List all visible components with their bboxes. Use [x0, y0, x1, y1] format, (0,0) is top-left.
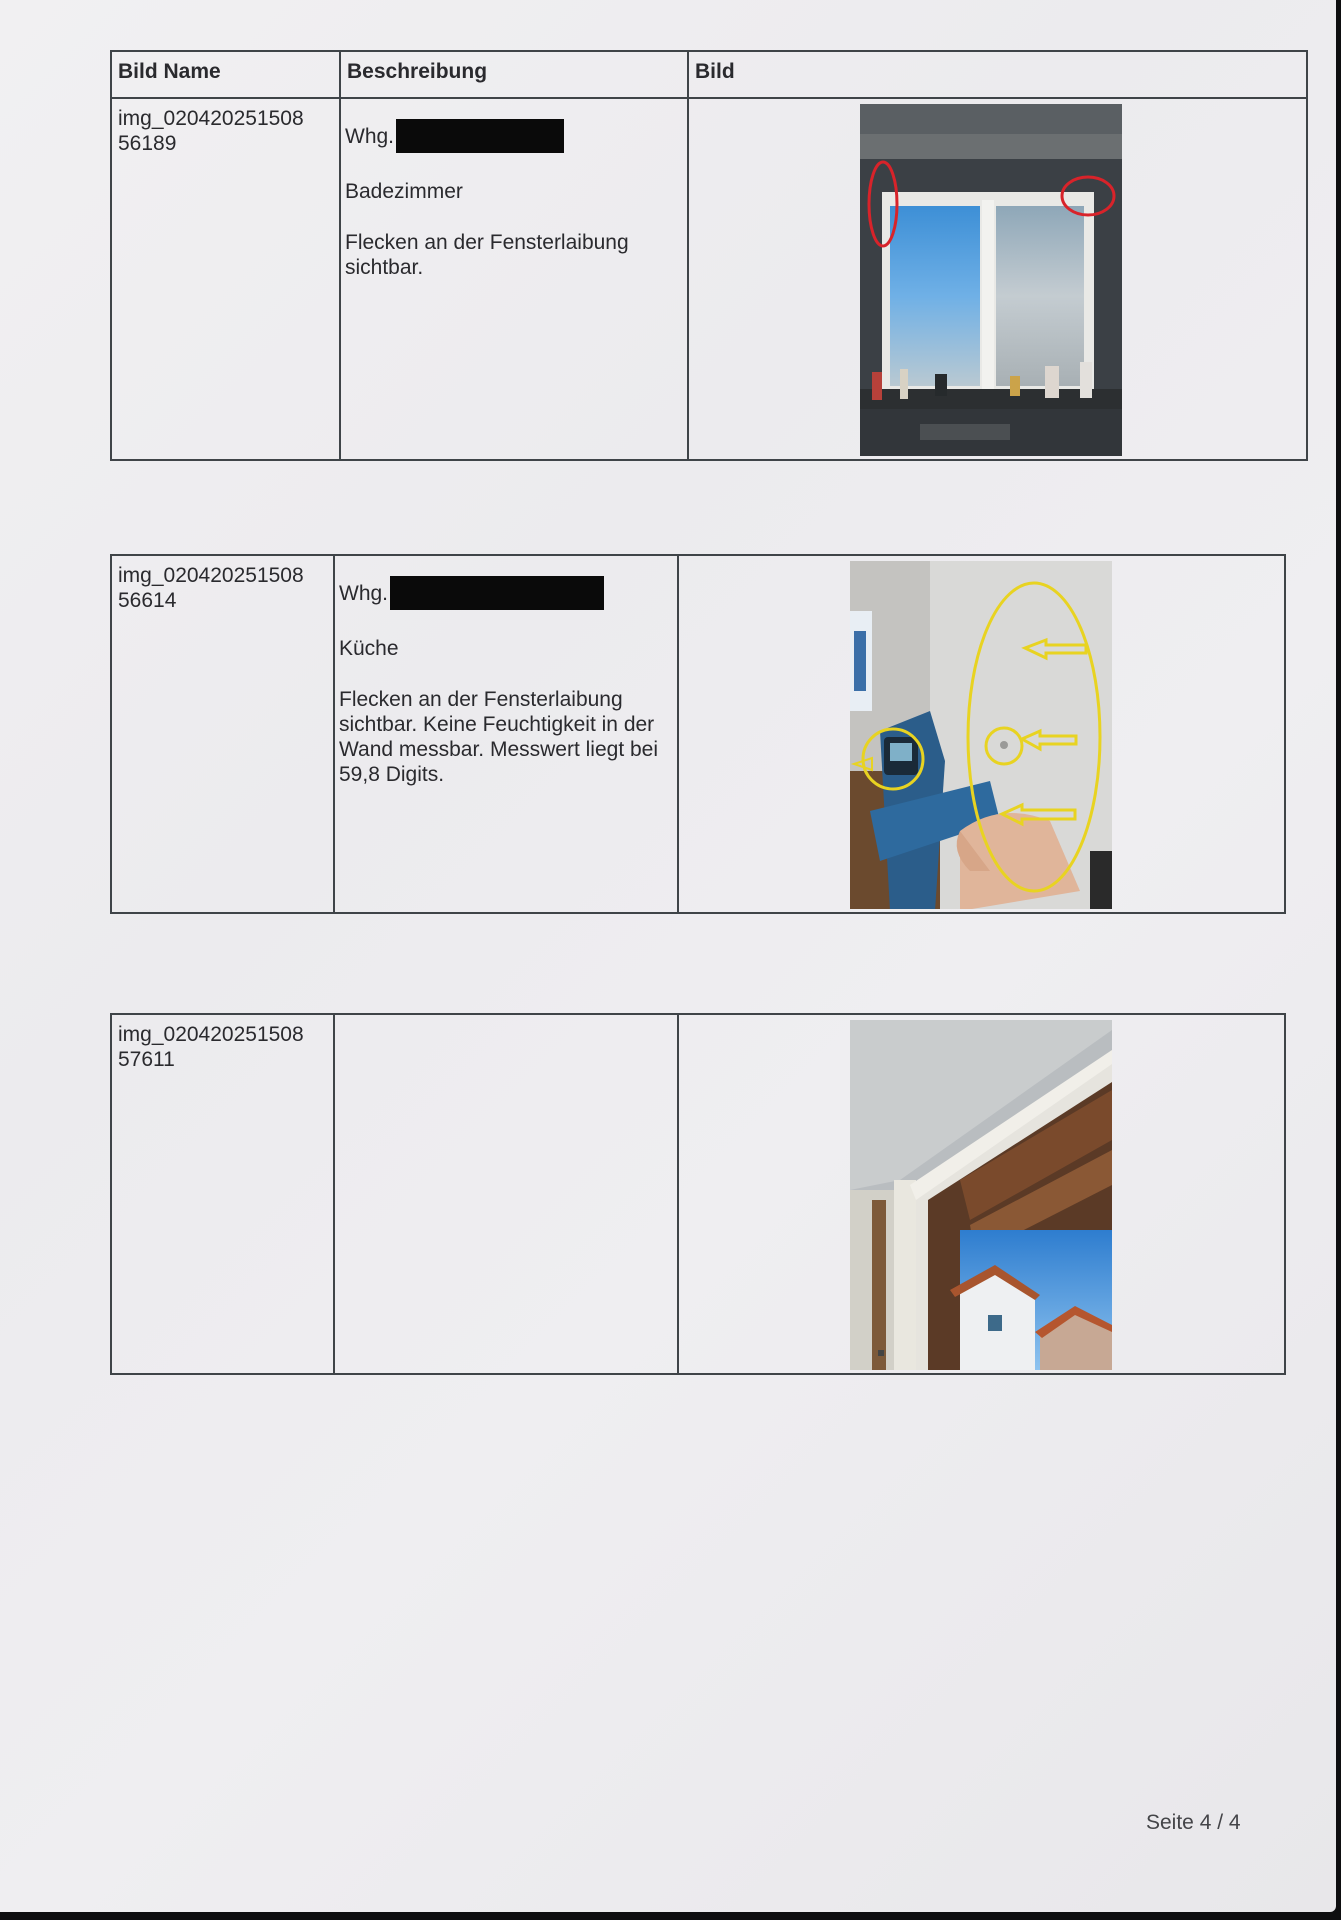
image-name-line-2: 56189 — [118, 132, 177, 155]
image-name-cell — [111, 555, 334, 913]
report-table-1 — [110, 50, 1308, 461]
header-beschreibung: Beschreibung — [340, 51, 688, 98]
header-bild: Bild — [688, 51, 1307, 98]
report-table-2 — [110, 554, 1286, 914]
apartment-label: Whg. — [345, 124, 395, 148]
room-name: Badezimmer — [345, 180, 463, 203]
page-number: Seite 4 / 4 — [1146, 1811, 1241, 1834]
image-name-cell — [111, 98, 340, 460]
apartment-label: Whg. — [339, 581, 389, 605]
image-name-line-2: 56614 — [118, 589, 177, 612]
report-table-3 — [110, 1013, 1286, 1375]
photo-cell — [678, 555, 1285, 913]
table-row — [111, 98, 1307, 460]
balcony-door-photo — [850, 1020, 1112, 1370]
description-cell — [340, 98, 688, 460]
description-cell — [334, 1014, 678, 1374]
image-name-line-1: img_020420251508 — [118, 107, 304, 130]
image-name-line-1: img_020420251508 — [118, 564, 304, 587]
description-text: Flecken an der Fensterlaibung sichtbar. — [345, 231, 629, 279]
table-row — [111, 1014, 1285, 1374]
table-row — [111, 555, 1285, 913]
moisture-meter-photo — [850, 561, 1112, 909]
room-name: Küche — [339, 637, 399, 660]
description-text: Flecken an der Fensterlaibung sichtbar. Keine Feuchtigkeit in der Wand messbar. Messwert liegt bei 59,8 Digits. — [339, 688, 659, 786]
photo-cell — [688, 98, 1307, 460]
image-name-cell — [111, 1014, 334, 1374]
description-cell — [334, 555, 678, 913]
table-header-row — [111, 51, 1307, 98]
apartment-line — [339, 576, 673, 610]
image-name-line-2: 57611 — [118, 1048, 175, 1071]
header-bild-name: Bild Name — [111, 51, 340, 98]
redaction-bar — [390, 576, 604, 610]
photo-cell — [678, 1014, 1285, 1374]
bathroom-window-photo — [860, 104, 1122, 456]
redaction-bar — [396, 119, 564, 153]
apartment-line — [345, 119, 683, 153]
image-name-line-1: img_020420251508 — [118, 1023, 304, 1046]
